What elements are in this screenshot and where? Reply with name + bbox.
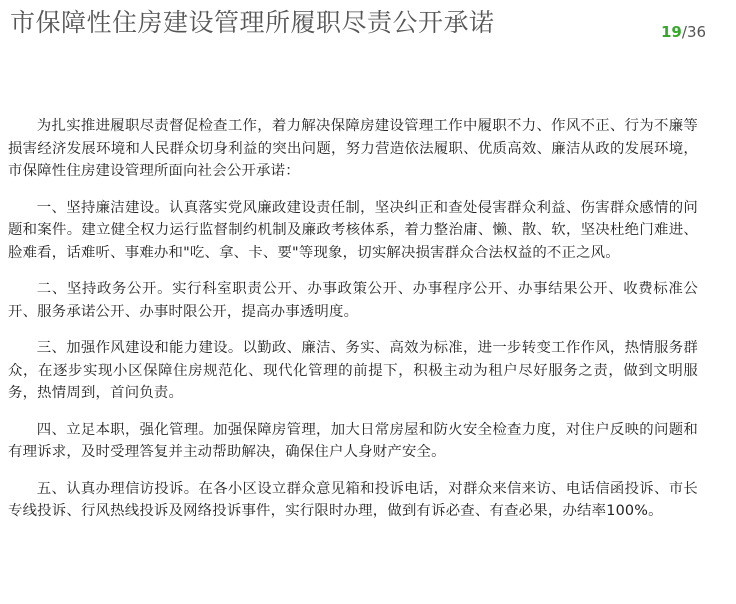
- page-counter: [661, 22, 706, 42]
- current-page-number: 19: [661, 23, 682, 41]
- commitment-paragraph-complaints: 五、认真办理信访投诉。在各小区设立群众意见箱和投诉电话，对群众来信来访、电话信函投诉、市长专线投诉、行风热线投诉及网络投诉事件，实行限时办理，做到有诉必查、有查必果，办结率100%。: [8, 480, 698, 519]
- total-page-count: 36: [686, 23, 707, 41]
- commitment-paragraph-work-style: 三、加强作风建设和能力建设。以勤政、廉洁、务实、高效为标准，进一步转变工作作风，热情服务群众，在逐步实现小区保障住房规范化、现代化管理的前提下，积极主动为租户尽好服务之责，做到文明服务，热情周到，首问负责。: [8, 340, 698, 401]
- commitment-paragraph-integrity: 一、坚持廉洁建设。认真落实党风廉政建设责任制，坚决纠正和查处侵害群众利益、伤害群众感情的问题和案件。建立健全权力运行监督制约机制及廉政考核体系，着力整治庸、懒、散、软，坚决杜绝门难进、脸难看，话难听、事难办和"吃、拿、卡、要"等现象，切实解决损害群众合法权益的不正之风。: [8, 199, 698, 261]
- intro-paragraph: 为扎实推进履职尽责督促检查工作，着力解决保障房建设管理工作中履职不力、作风不正、行为不廉等损害经济发展环境和人民群众切身利益的突出问题，努力营造依法履职、优质高效、廉洁从政的发展环境，市保障性住房建设管理所面向社会公开承诺：: [8, 118, 698, 179]
- commitment-paragraph-transparency: 二、坚持政务公开。实行科室职责公开、办事政策公开、办事程序公开、办事结果公开、收费标准公开、服务承诺公开、办事时限公开，提高办事透明度。: [8, 281, 698, 320]
- commitment-paragraph-management: 四、立足本职，强化管理。加强保障房管理，加大日常房屋和防火安全检查力度，对住户反映的问题和有理诉求，及时受理答复并主动帮助解决，确保住户人身财产安全。: [8, 421, 698, 460]
- page-separator: /: [681, 23, 687, 41]
- article-body: [8, 115, 698, 537]
- page-title: 市保障性住房建设管理所履职尽责公开承诺: [10, 8, 495, 37]
